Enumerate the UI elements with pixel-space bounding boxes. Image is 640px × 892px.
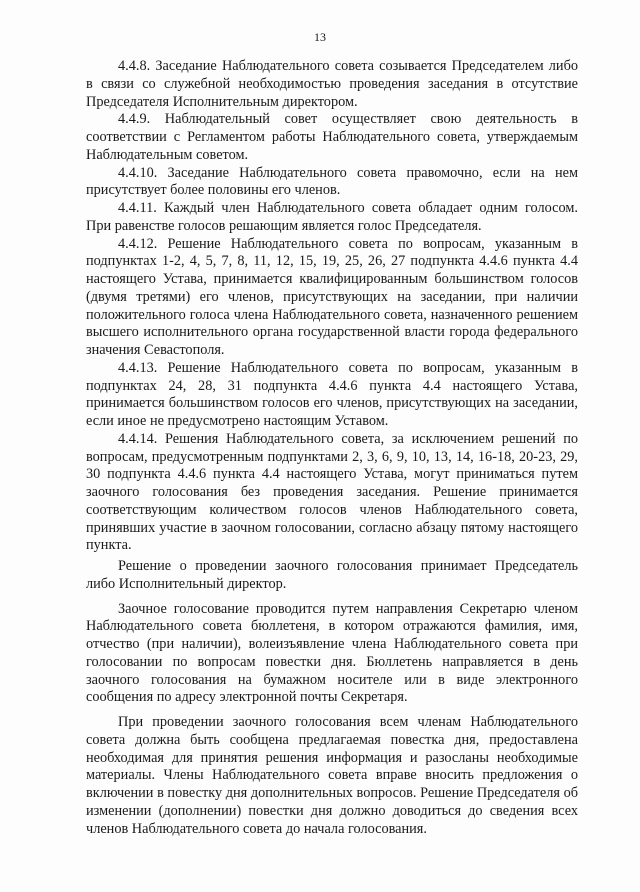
paragraph-absentee-vote-decision: Решение о проведении заочного голосования принимает Председатель либо Исполнительный директор. [86, 558, 578, 592]
document-body [86, 58, 578, 838]
paragraph-4-4-9: 4.4.9. Наблюдательный совет осуществляет свою деятельность в соответствии с Регламентом работы Наблюдательного совета, утверждаемым Наблюдательным советом. [86, 111, 578, 163]
page-number: 13 [314, 30, 326, 44]
paragraph-4-4-10: 4.4.10. Заседание Наблюдательного совета правомочно, если на нем присутствует более половины его членов. [86, 164, 578, 199]
paragraph-4-4-11: 4.4.11. Каждый член Наблюдательного совета обладает одним голосом. При равенстве голосов решающим является голос Председателя. [86, 200, 578, 234]
paragraph-4-4-13: 4.4.13. Решение Наблюдательного совета по вопросам, указанным в подпунктах 24, 28, 31 подпункта 4.4.6 пункта 4.4 настоящего Устава, принимается большинством голосов его членов, присутствующих на заседании, если иное не предусмотрено настоящим Уставом. [86, 359, 578, 429]
paragraph-absentee-vote-procedure: Заочное голосование проводится путем направления Секретарю членом Наблюдательного совета бюллетеня, в котором отражаются фамилия, имя, отчество (при наличии), волеизъявление члена Наблюдательного совета при голосовании по вопросам повестки дня. Бюллетень направляется в день заочного голосования на бумажном носителе или в виде электронного сообщения по адресу электронной почты Секретаря. [86, 600, 578, 706]
paragraph-4-4-14: 4.4.14. Решения Наблюдательного совета, за исключением решений по вопросам, предусмотренным подпунктами 2, 3, 6, 9, 10, 13, 14, 16-18, 20-23, 29, 30 подпункта 4.4.6 пункта 4.4 настоящего Устава, могут приниматься путем заочного голосования без проведения заседания. Решение принимается соответствующим количеством голосов членов Наблюдательного совета, принявших участие в заочном голосовании, согласно абзацу пятому настоящего пункта. [86, 430, 578, 554]
paragraph-4-4-8: 4.4.8. Заседание Наблюдательного совета созывается Председателем либо в связи со служебной необходимостью проведения заседания в отсутствие Председателя Исполнительным директором. [86, 58, 578, 110]
paragraph-absentee-vote-agenda: При проведении заочного голосования всем членам Наблюдательного совета должна быть сообщена предлагаемая повестка дня, предоставлена необходимая для принятия решения информация и разосланы необходимые материалы. Члены Наблюдательного совета вправе вносить предложения о включении в повестку дня дополнительных вопросов. Решение Председателя об изменении (дополнении) повестки дня должно доводиться до сведения всех членов Наблюдательного совета до начала голосования. [86, 714, 578, 837]
paragraph-4-4-12: 4.4.12. Решение Наблюдательного совета по вопросам, указанным в подпунктах 1-2, 4, 5, 7, 8, 11, 12, 15, 19, 25, 26, 27 подпункта 4.4.6 пункта 4.4 настоящего Устава, принимается квалифицированным большинством голосов (двумя третями) его членов, присутствующих на заседании, при наличии положительного голоса члена Наблюдательного совета, назначенного решением высшего исполнительного органа государственной власти города федерального значения Севастополя. [86, 235, 578, 358]
